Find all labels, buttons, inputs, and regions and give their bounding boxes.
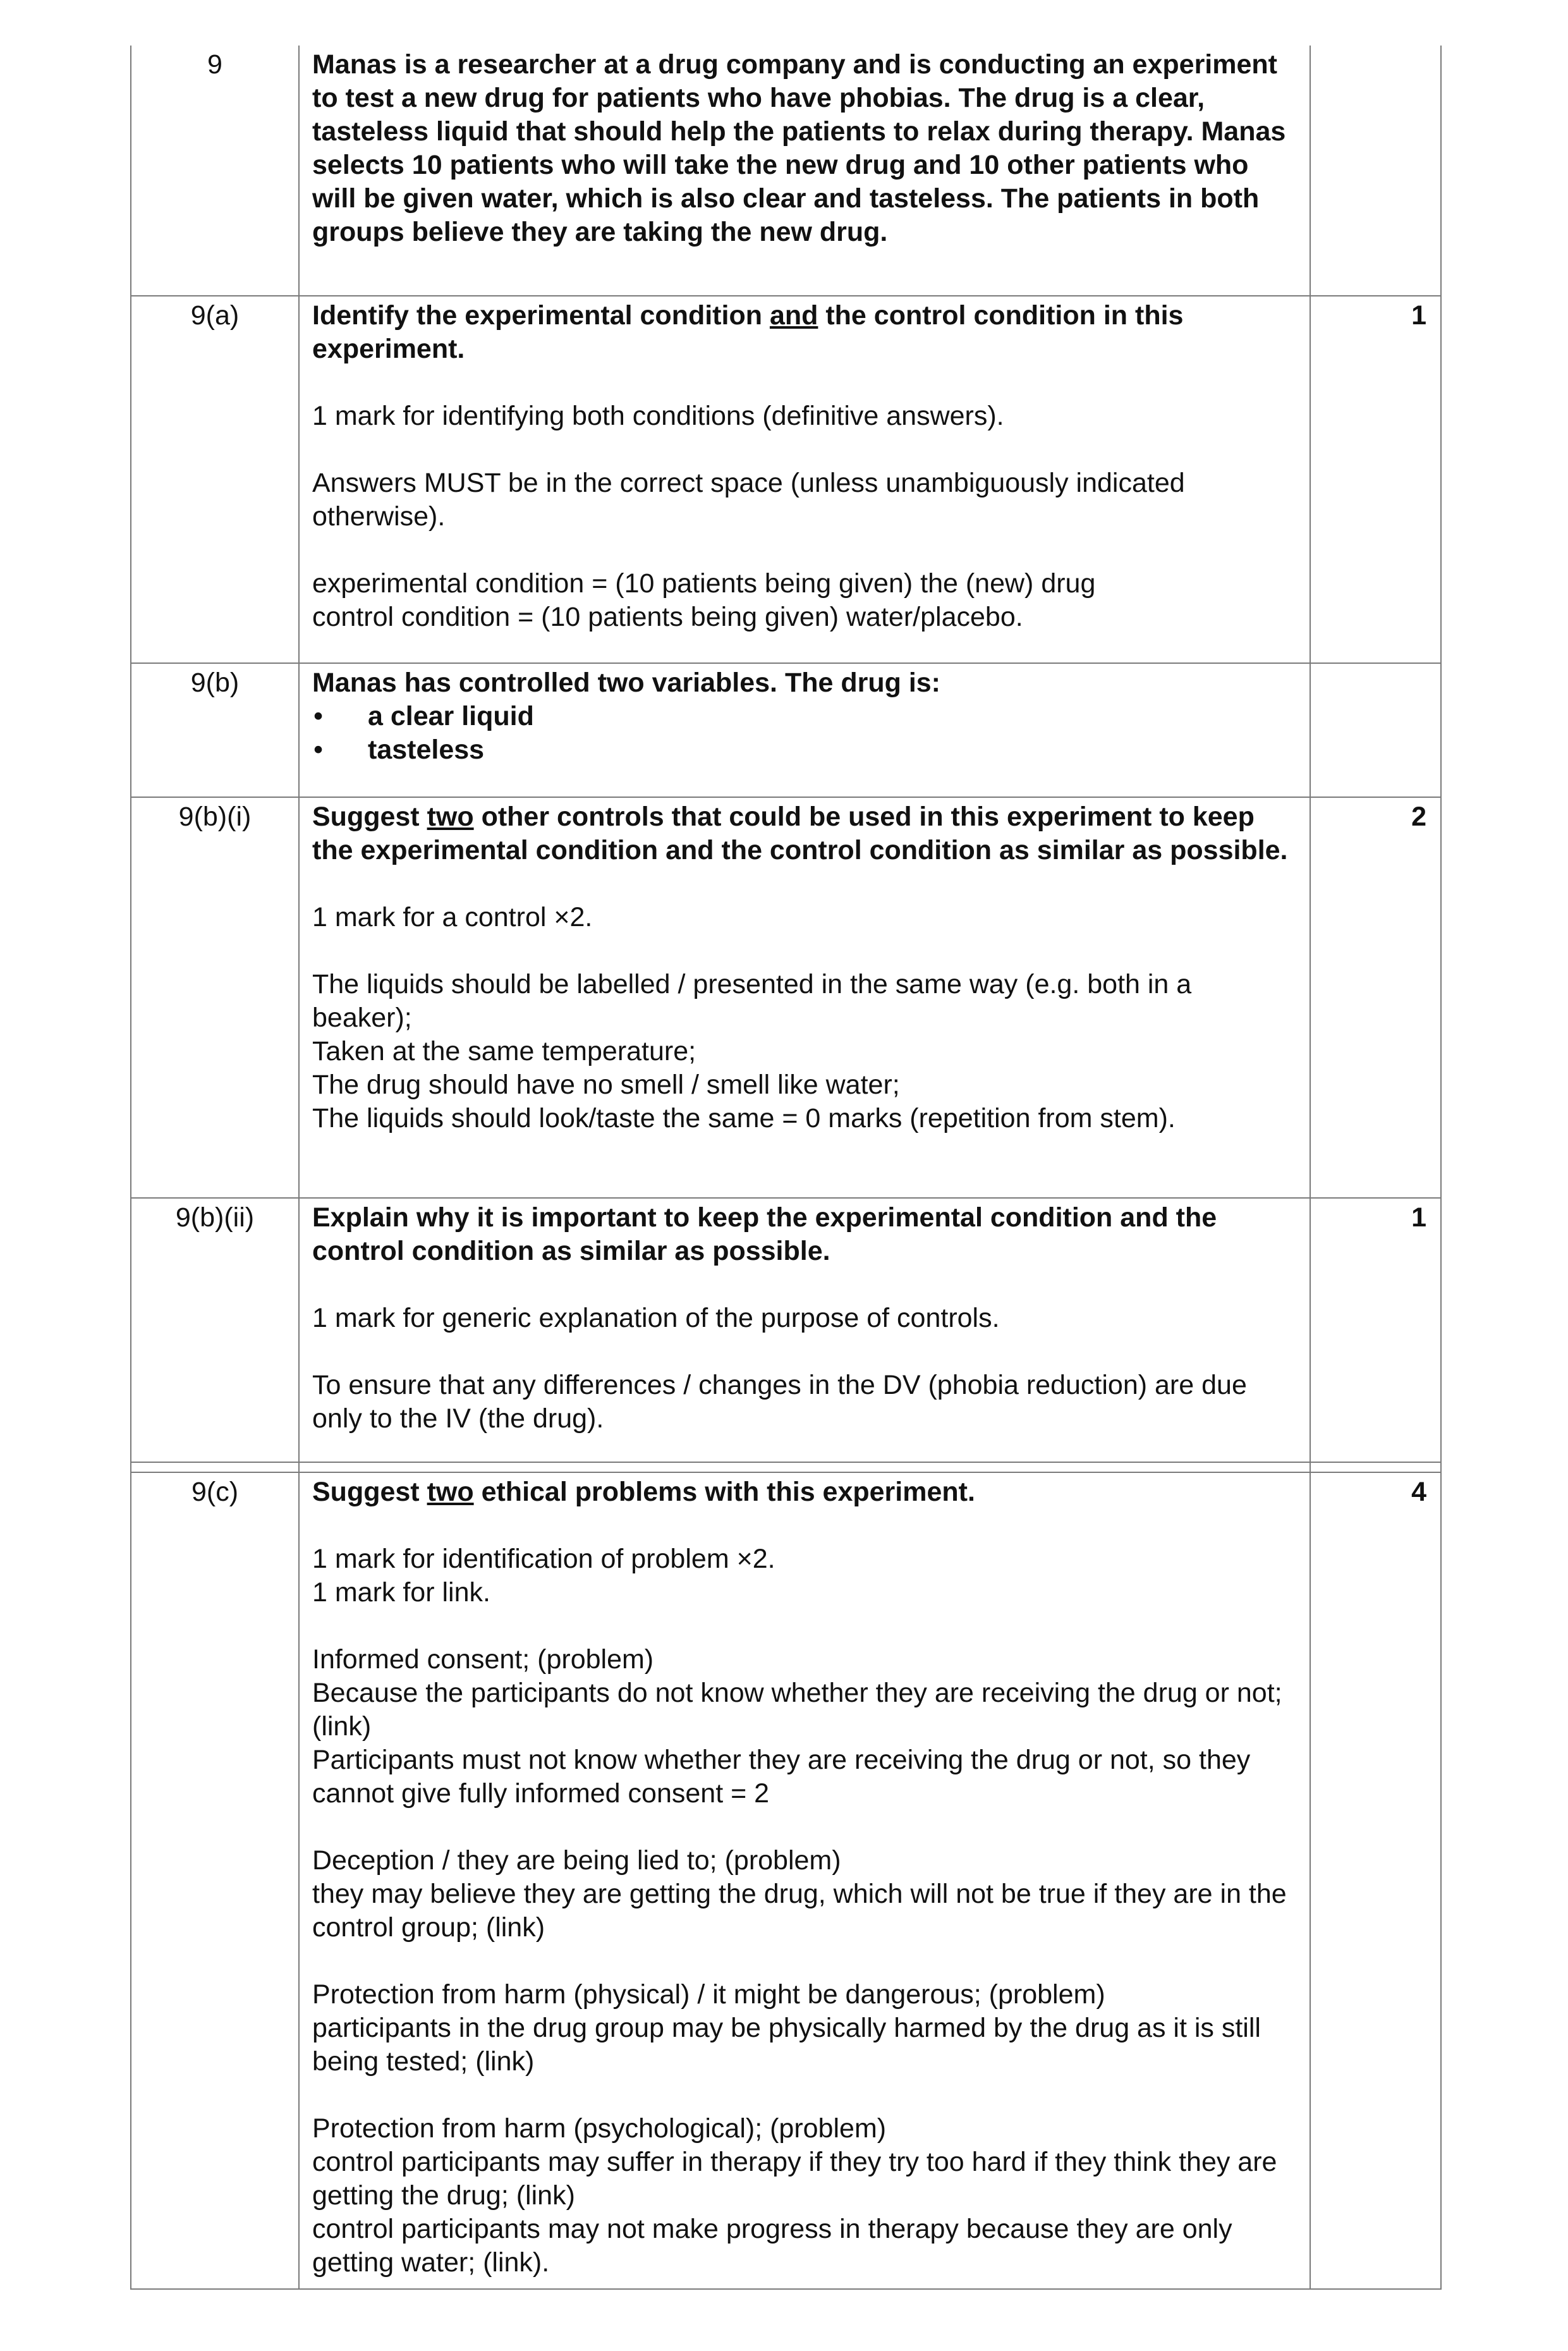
marks-value: 2: [1411, 802, 1426, 832]
mark-guidance: 1 mark for generic explanation of the purpose of controls.: [312, 1303, 1000, 1333]
table-row: [131, 46, 1441, 296]
table-row: [131, 797, 1441, 1198]
marks-value: 1: [1411, 1202, 1426, 1233]
answer-group: Deception / they are being lied to; (problem) they may believe they are getting the drug, which will not be true if they are in the control group; (link): [312, 1845, 1287, 1943]
answer-text: To ensure that any differences / changes in the DV (phobia reduction) are due only to the IV (the drug).: [312, 1370, 1247, 1434]
question-number: 9(b)(i): [178, 802, 252, 832]
question-text: Suggest two other controls that could be used in this experiment to keep the experimental condition and the control condition as similar as possible.: [312, 802, 1288, 865]
marks-value: [1311, 664, 1440, 666]
list-item: • a clear liquid: [312, 700, 1298, 733]
question-number: 9: [207, 49, 222, 80]
question-text: Manas is a researcher at a drug company and is conducting an experiment to test a new drug for patients who have phobias. The drug is a clear, tasteless liquid that should help the patients to relax during therapy. Manas selects 10 patients who will take the new drug and 10 other patients who will be given water, which is also clear and tasteless. The patients in both groups believe they are taking the new drug.: [312, 49, 1286, 247]
question-text: Manas has controlled two variables. The drug is:: [312, 668, 940, 698]
answer-text: The liquids should be labelled / presented in the same way (e.g. both in a beaker); Taken at the same temperature; The drug should have no smell / smell like water; The liquids should look/taste the same = 0 marks (repetition from stem).: [312, 969, 1192, 1133]
question-text: Explain why it is important to keep the experimental condition and the control condition as similar as possible.: [312, 1202, 1217, 1266]
question-number: 9(c): [191, 1477, 239, 1507]
answer-group: Informed consent; (problem) Because the participants do not know whether they are receiving the drug or not; (link) Participants must not know whether they are receiving the drug or not, so they cannot give fully informed consent = 2: [312, 1644, 1282, 1809]
mark-guidance: 1 mark for identification of problem ×2. 1 mark for link.: [312, 1544, 775, 1608]
table-row: [131, 296, 1441, 663]
mark-note: Answers MUST be in the correct space (unless unambiguously indicated otherwise).: [312, 468, 1185, 532]
mark-guidance: 1 mark for a control ×2.: [312, 902, 593, 932]
table-row: [131, 1472, 1441, 2289]
marks-value: [1311, 46, 1440, 48]
question-number: 9(b): [190, 668, 240, 698]
table-row: [131, 663, 1441, 797]
marks-value: 4: [1411, 1477, 1426, 1507]
mark-scheme-table: [130, 46, 1442, 2290]
question-text: Identify the experimental condition and the control condition in this experiment.: [312, 300, 1184, 364]
answer-text: experimental condition = (10 patients being given) the (new) drug control condition = (10 patients being given) water/placebo.: [312, 568, 1096, 632]
mark-guidance: 1 mark for identifying both conditions (definitive answers).: [312, 401, 1004, 431]
answer-group: Protection from harm (psychological); (problem) control participants may suffer in therapy if they try too hard if they think they are getting the drug; (link) control participants may not make progress in therapy because they are only getting water; (link).: [312, 2113, 1277, 2278]
question-number: 9(a): [190, 300, 240, 331]
marks-value: 1: [1411, 300, 1426, 331]
question-number: 9(b)(ii): [175, 1202, 255, 1233]
list-item: • tasteless: [312, 733, 1298, 767]
answer-group: Protection from harm (physical) / it might be dangerous; (problem) participants in the drug group may be physically harmed by the drug as it is still being tested; (link): [312, 1979, 1261, 2077]
question-text: Suggest two ethical problems with this experiment.: [312, 1477, 975, 1507]
row-separator: [131, 1462, 1441, 1472]
bullet-list: [312, 700, 1298, 767]
table-row: [131, 1198, 1441, 1462]
